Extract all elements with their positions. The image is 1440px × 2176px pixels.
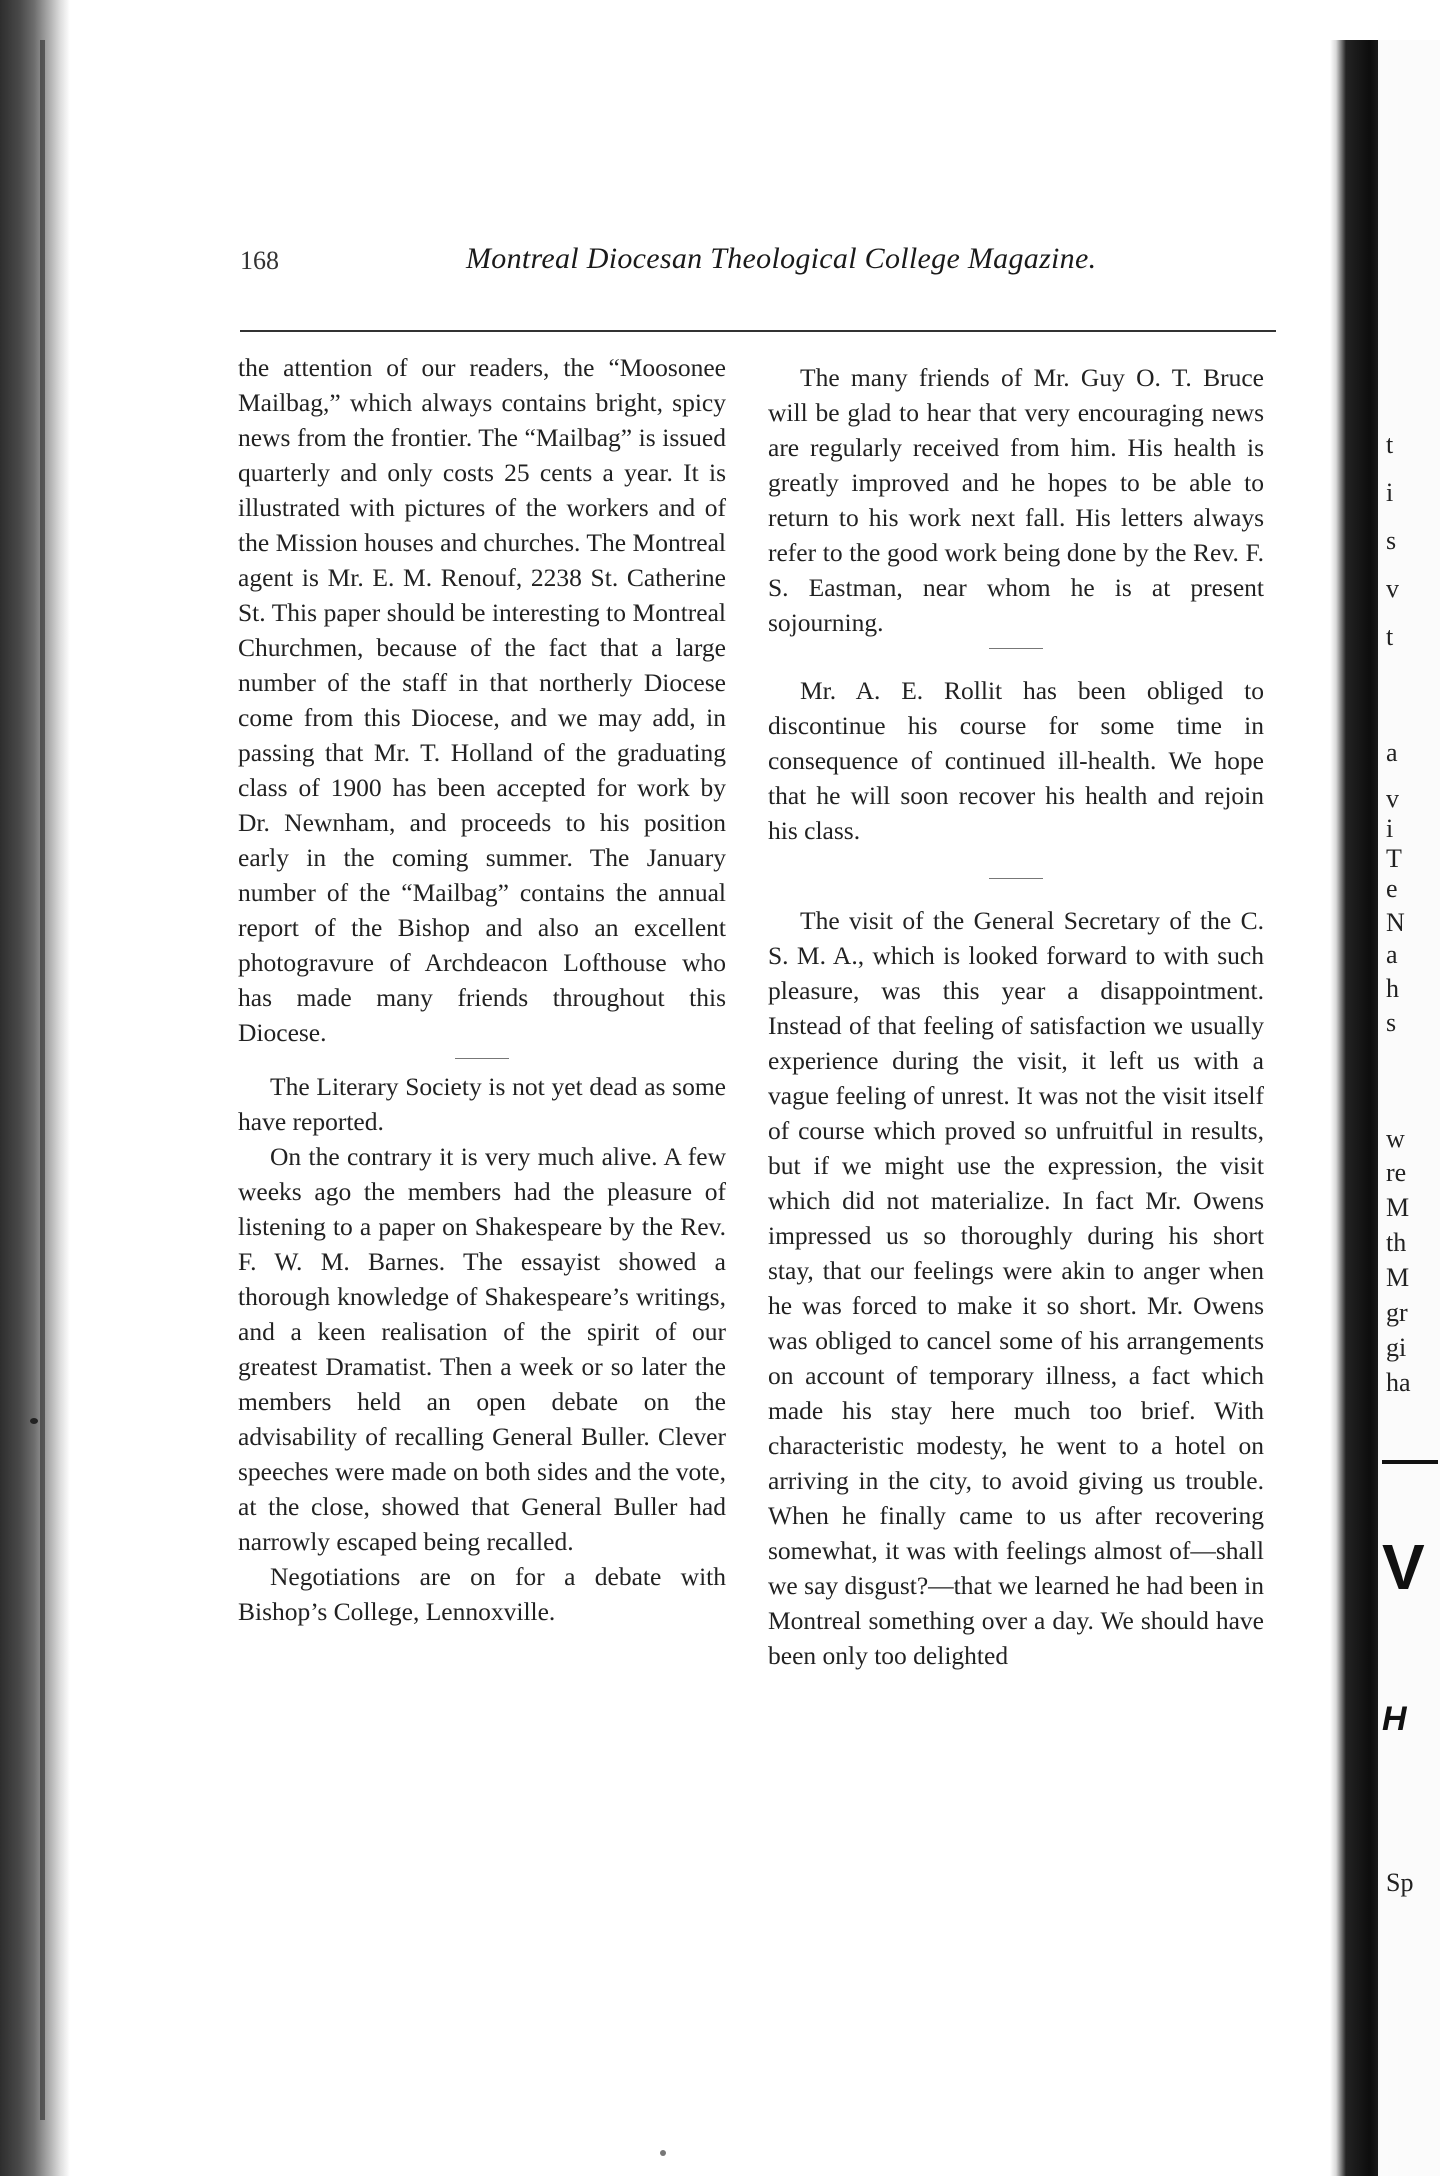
next-page-fragment: i — [1386, 814, 1394, 843]
next-page-big-letter: V — [1382, 1531, 1425, 1603]
section-divider — [455, 1058, 509, 1059]
next-page-fragment: N — [1386, 908, 1405, 937]
next-page-fragment: w — [1386, 1124, 1405, 1153]
next-page-fragment: Sp — [1386, 1868, 1414, 1897]
next-page-fragment: ha — [1386, 1368, 1411, 1397]
next-page-fragment: e — [1386, 874, 1398, 903]
next-page-fragment: v — [1386, 784, 1399, 813]
next-page-fragment: M — [1386, 1263, 1410, 1292]
next-page-fragment: T — [1386, 844, 1402, 873]
next-page-fragment: gr — [1386, 1298, 1408, 1327]
next-page-fragment: h — [1386, 974, 1399, 1003]
next-page-fragment: M — [1386, 1193, 1410, 1222]
right-column — [768, 360, 1264, 1673]
paragraph-guy-bruce: The many friends of Mr. Guy O. T. Bruce will be glad to hear that very encouraging news are regularly received from him. His health is greatly improved and he hopes to be able to return to his work next fall. His letters always refer to the good work being done by the Rev. F. S. Eastman, near whom he is at present sojourning. — [768, 363, 1264, 637]
margin-speck — [30, 1418, 38, 1424]
section-divider — [989, 878, 1043, 879]
next-page-fragment: s — [1386, 1008, 1397, 1037]
paragraph-literary-society: The Literary Society is not yet dead as some have reported. — [238, 1072, 726, 1136]
next-page-fragment: gi — [1386, 1333, 1407, 1362]
next-page-edge — [1378, 40, 1440, 2176]
left-column — [238, 350, 726, 1629]
next-page-fragment: i — [1386, 478, 1394, 507]
next-page-fragment: s — [1386, 526, 1397, 555]
next-page-rule — [1382, 1460, 1438, 1464]
next-page-fragment: t — [1386, 622, 1394, 651]
next-page-fragment: a — [1386, 940, 1398, 969]
paragraph-mailbag: the attention of our readers, the “Moosonee Mailbag,” which always contains bright, spicy news from the frontier. The “Mailbag” is issued quarterly and only costs 25 cents a year. It is illustrated with pictures of the workers and of the Mission houses and churches. The Montreal agent is Mr. E. M. Renouf, 2238 St. Catherine St. This paper should be interesting to Montreal Churchmen, because of the fact that a large number of the staff in that northerly Diocese come from this Diocese, and we may add, in passing that Mr. T. Holland of the graduating class of 1900 has been accepted for work by Dr. Newnham, and proceeds to his position early in the coming summer. The January number of the “Mailbag” contains the annual report of the Bishop and also an excellent photogravure of Archdeacon Lofthouse who has made many friends throughout this Diocese. — [238, 353, 726, 1047]
next-page-fragment: re — [1386, 1158, 1407, 1187]
paragraph-debate: Negotiations are on for a debate with Bishop’s College, Lennoxville. — [238, 1562, 726, 1626]
book-binding-shadow — [0, 0, 70, 2176]
page-header — [240, 242, 1280, 292]
next-page-fragment: t — [1386, 430, 1394, 459]
next-page-fragment: a — [1386, 738, 1398, 767]
paragraph-literary-society-alive: On the contrary it is very much alive. A few weeks ago the members had the pleasure of listening to a paper on Shakespeare by the Rev. F. W. M. Barnes. The essayist showed a thorough knowledge of Shakespeare’s writings, and a keen realisation of the spirit of our greatest Dramatist. Then a week or so later the members held an open debate on the advisability of recalling General Buller. Clever speeches were made on both sides and the vote, at the close, showed that General Buller had narrowly escaped being recalled. — [238, 1142, 726, 1556]
header-rule — [240, 330, 1276, 332]
paragraph-general-secretary: The visit of the General Secretary of the C. S. M. A., which is looked forward to with such pleasure, was this year a disappointment. Instead of that feeling of satisfaction we usually experience during the visit, it left us with a vague feeling of unrest. It was not the visit itself of course which proved so unfruitful in results, but if we might use the expression, the visit which did not materialize. In fact Mr. Owens impressed us so thoroughly during his short stay, that our feelings were akin to anger when he was forced to make it so short. Mr. Owens was obliged to cancel some of his arrangements on account of temporary illness, a fact which made his stay here much too brief. With characteristic modesty, he went to a hotel on arriving in the city, to avoid giving us trouble. When he finally came to us after recovering somewhat, it was with feelings almost of—shall we say disgust?—that we learned he had been in Montreal something over a day. We should have been only too delighted — [768, 906, 1264, 1670]
next-page-fragment: th — [1386, 1228, 1407, 1257]
page-gutter-shadow — [1330, 40, 1378, 2176]
next-page-fragment: v — [1386, 574, 1399, 603]
paragraph-rollit: Mr. A. E. Rollit has been obliged to discontinue his course for some time in consequence of continued ill-health. We hope that he will soon recover his health and rejoin his class. — [768, 676, 1264, 845]
running-title: Montreal Diocesan Theological College Magazine. — [466, 242, 1097, 275]
page-number: 168 — [240, 246, 279, 275]
section-divider — [989, 648, 1043, 649]
binding-edge — [40, 40, 45, 2120]
page-speck — [660, 2150, 666, 2156]
next-page-heading-fragment: H — [1382, 1700, 1407, 1738]
